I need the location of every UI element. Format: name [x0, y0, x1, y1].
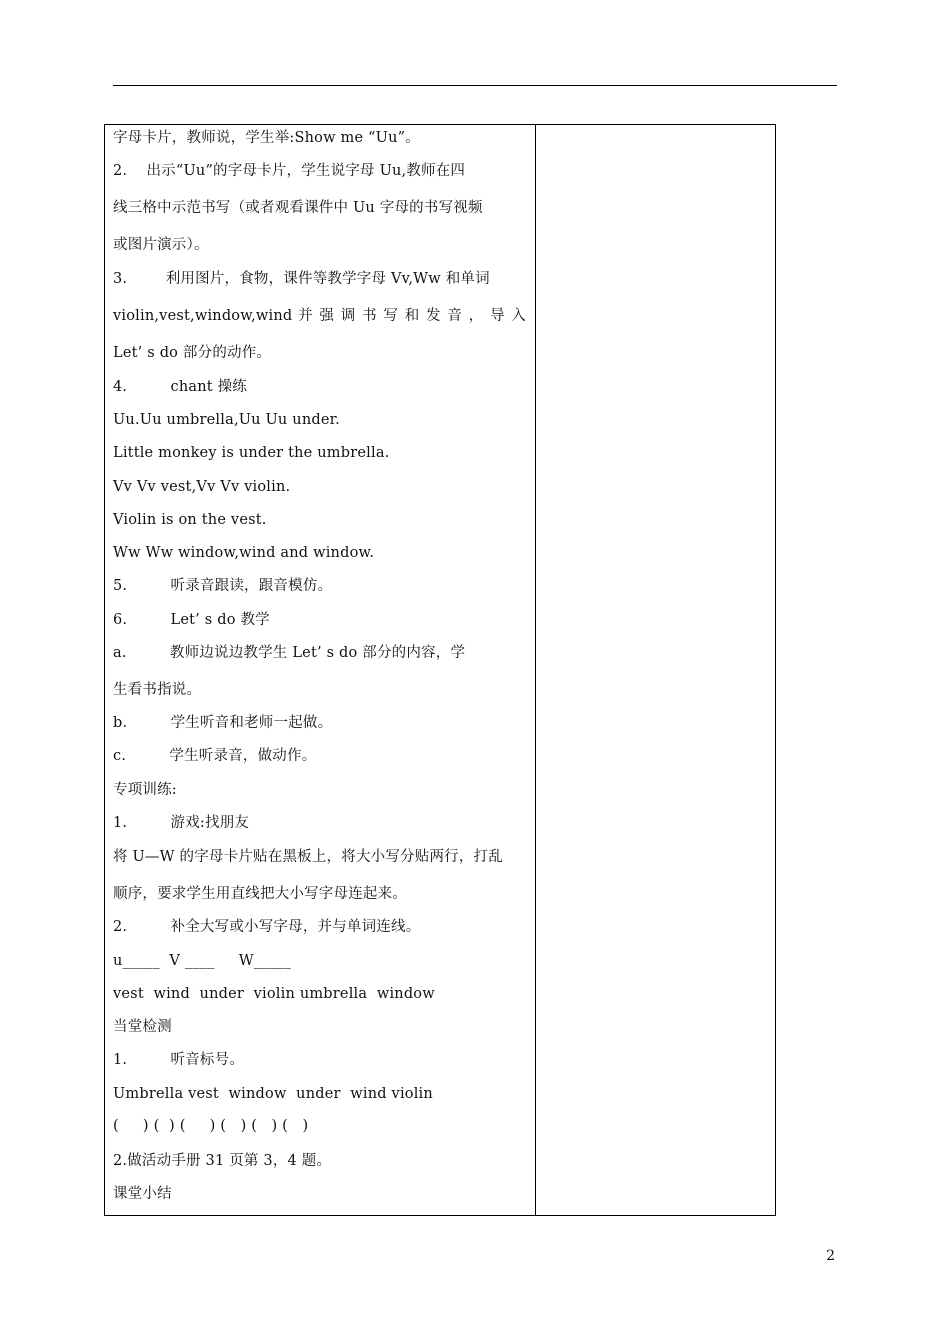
- text-line: a. 教师边说边教学生 Let’ s do 部分的内容，学: [113, 645, 466, 661]
- page-number: 2: [826, 1248, 835, 1264]
- text-line: u_____ V ____ W_____: [113, 953, 292, 969]
- text-line: 4. chant 操练: [113, 379, 247, 395]
- text-line: 将 U—W 的字母卡片贴在黑板上，将大小写分贴两行，打乱: [113, 849, 503, 865]
- text-line: 顺序，要求学生用直线把大小写字母连起来。: [113, 886, 407, 902]
- text-line: Let’ s do 部分的动作。: [113, 345, 272, 361]
- section-heading: 课堂小结: [113, 1186, 172, 1202]
- text-line: c. 学生听录音，做动作。: [113, 748, 317, 764]
- text-line: Uu.Uu umbrella,Uu Uu under.: [113, 412, 340, 428]
- text-line: Umbrella vest window under wind violin: [113, 1086, 433, 1102]
- text-line: 6. Let’ s do 教学: [113, 612, 270, 628]
- text-line: Violin is on the vest.: [113, 512, 267, 528]
- text-line: ( ) ( ) ( ) ( ) ( ) ( ): [113, 1118, 309, 1134]
- text-line: 或图片演示）。: [113, 237, 209, 253]
- table-column-divider: [535, 124, 536, 1216]
- text-line: 1. 游戏:找朋友: [113, 815, 250, 831]
- text-line: violin,vest,window,wind 并 强 调 书 写 和 发 音 ， 导 入: [113, 308, 526, 324]
- text-line: 3. 利用图片，食物，课件等教学字母 Vv,Ww 和单词: [113, 271, 490, 287]
- text-line: Little monkey is under the umbrella.: [113, 445, 390, 461]
- text-line: 线三格中示范书写（或者观看课件中 Uu 字母的书写视频: [113, 200, 483, 216]
- section-heading: 当堂检测: [113, 1019, 172, 1035]
- text-line: 2. 补全大写或小写字母，并与单词连线。: [113, 919, 421, 935]
- text-line: b. 学生听音和老师一起做。: [113, 715, 333, 731]
- text-line: Vv Vv vest,Vv Vv violin.: [113, 479, 291, 495]
- section-heading: 专项训练:: [113, 782, 177, 798]
- text-line: 1. 听音标号。: [113, 1052, 245, 1068]
- text-line: 生看书指说。: [113, 682, 202, 698]
- text-line: vest wind under violin umbrella window: [113, 986, 435, 1002]
- text-line: 2.做活动手册 31 页第 3，4 题。: [113, 1153, 332, 1169]
- text-line: 5. 听录音跟读，跟音模仿。: [113, 578, 333, 594]
- header-rule: [113, 85, 837, 86]
- text-line: Ww Ww window,wind and window.: [113, 545, 375, 561]
- text-line: 2. 出示“Uu”的字母卡片，学生说字母 Uu,教师在四: [113, 163, 466, 179]
- text-line: 字母卡片，教师说，学生举:Show me “Uu”。: [113, 130, 420, 146]
